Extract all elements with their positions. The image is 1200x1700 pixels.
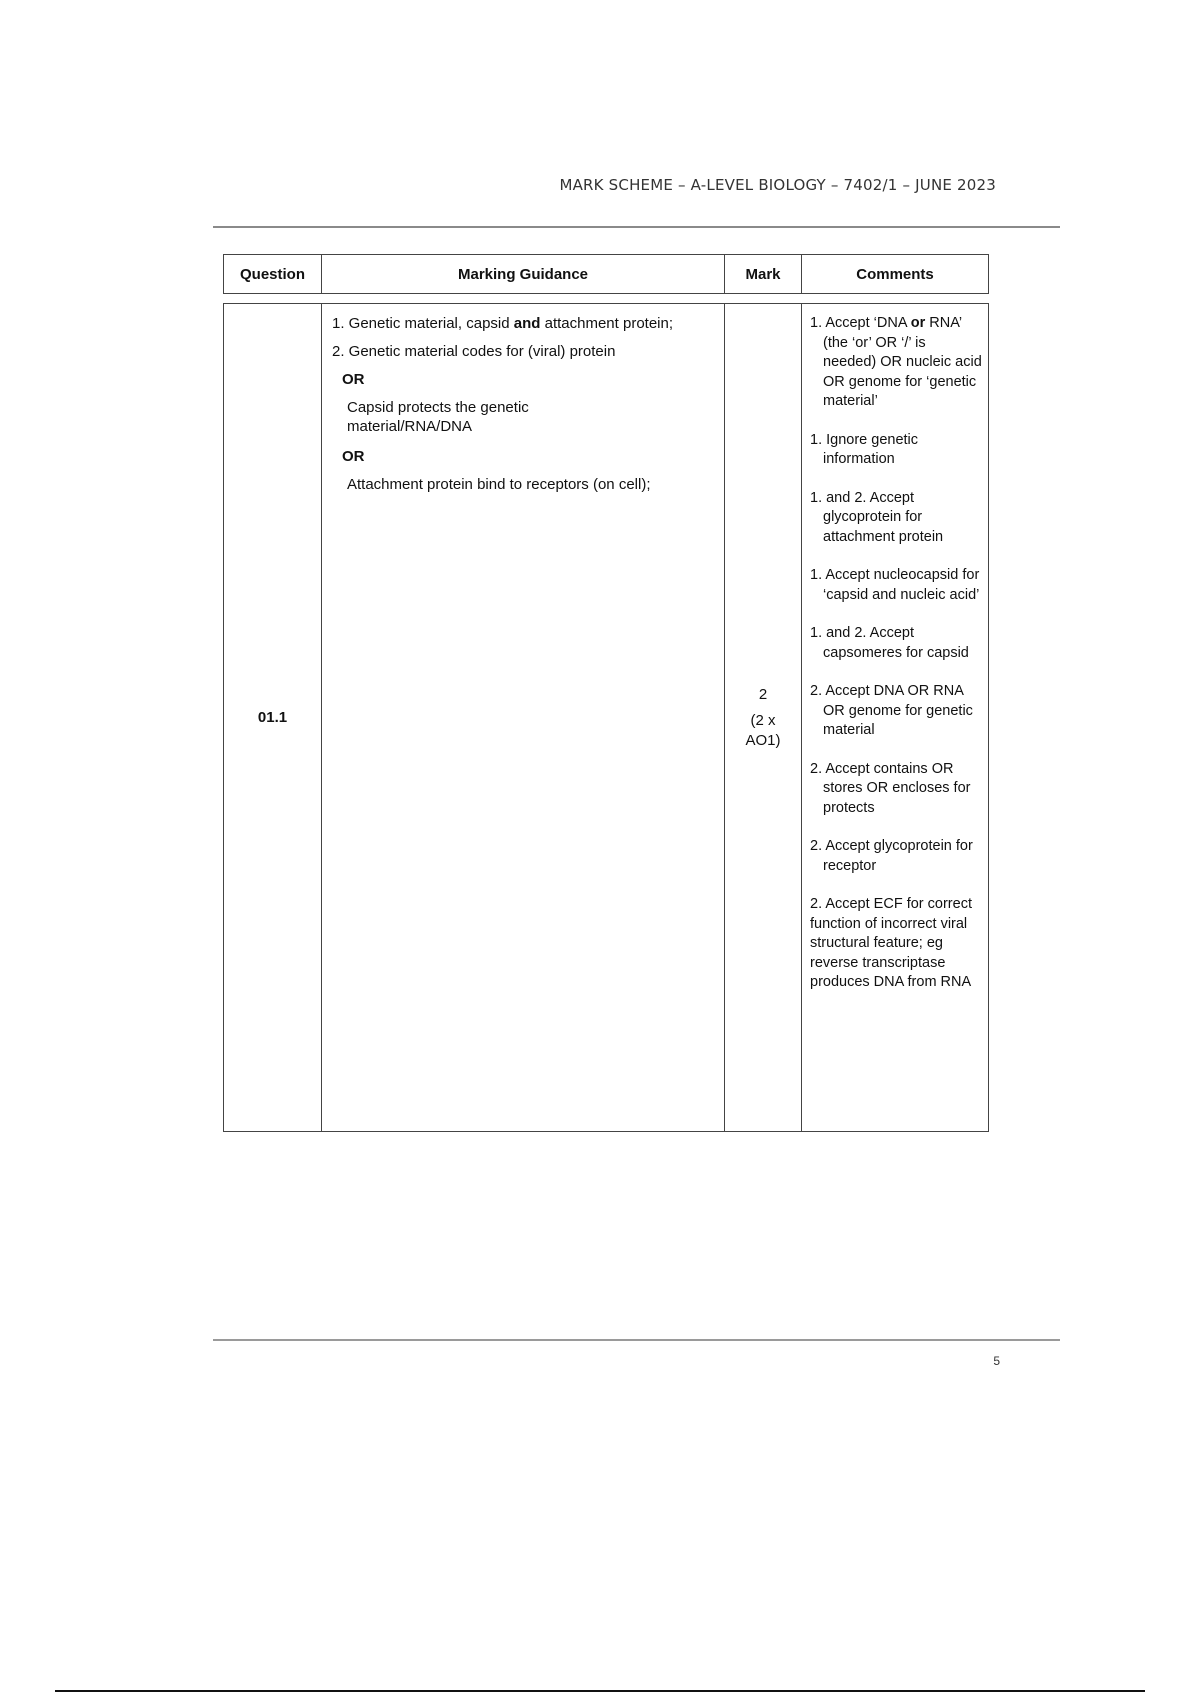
mark-value: 2 [758,685,768,703]
document-header: MARK SCHEME – A-LEVEL BIOLOGY – 7402/1 – JUNE 2023 [559,176,996,194]
column-header-mark: Mark [725,255,802,294]
comment-item: 1. and 2. Accept capsomeres for capsid [810,625,969,661]
comments-cell [802,304,989,1132]
mark-scheme-table [223,303,989,1132]
document-page [148,150,1060,1415]
comment-item: 2. Accept glycoprotein for receptor [810,838,973,874]
column-header-marking-guidance: Marking Guidance [322,255,725,294]
guidance-alternative-1: Capsid protects the genetic material/RNA/DNA [347,399,529,435]
column-header-comments: Comments [802,255,989,294]
or-label: OR [342,448,365,465]
guidance-alternative-2: Attachment protein bind to receptors (on cell); [347,476,651,493]
mark-detail: (2 x AO1) [745,711,781,749]
comment-item: 2. Accept ECF for correct function of incorrect viral structural feature; eg reverse transcriptase produces DNA from RNA [810,896,972,990]
column-header-table [223,254,989,294]
page-number: 5 [993,1354,1000,1368]
comment-item: 2. Accept DNA OR RNA OR genome for genetic material [810,683,973,738]
guidance-point-1: 1. Genetic material, capsid and attachment protein; [332,315,674,332]
question-cell [224,304,322,1132]
screen-divider [55,1690,1145,1692]
comment-item: 1. Accept nucleocapsid for ‘capsid and nucleic acid’ [810,567,980,603]
comment-item: 1. Ignore genetic information [810,431,919,467]
column-header-question: Question [224,255,322,294]
or-label: OR [342,371,365,388]
guidance-point-2: 2. Genetic material codes for (viral) protein [332,343,616,360]
guidance-cell [322,304,725,1132]
footer-rule [213,1339,1060,1341]
mark-cell [725,304,802,1132]
question-number: 01.1 [257,709,288,726]
comment-item: 1. and 2. Accept glycoprotein for attachment protein [810,489,944,545]
table-row [224,304,989,1132]
header-rule [213,226,1060,228]
comment-item: 1. Accept ‘DNA or RNA’ (the ‘or’ OR ‘/’ is needed) OR nucleic acid OR genome for ‘genetic material’ [810,315,982,409]
comment-item: 2. Accept contains OR stores OR encloses for protects [810,760,971,816]
